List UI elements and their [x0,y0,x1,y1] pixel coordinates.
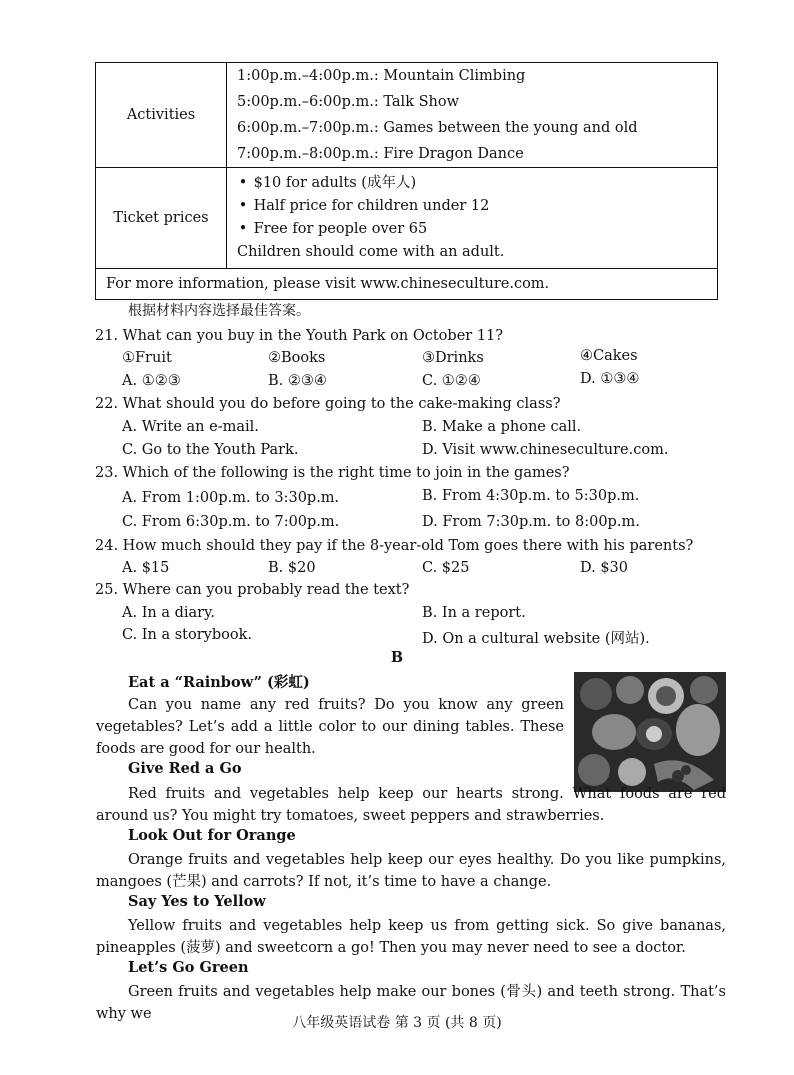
activity-item: 6:00p.m.–7:00p.m.: Games between the young and old [237,120,638,136]
question-22-option-c[interactable]: C. Go to the Youth Park. [122,442,299,458]
question-21-item: ④Cakes [580,348,638,364]
block-text-yellow [96,915,726,959]
block-text-orange [96,849,726,893]
more-info-row [96,269,718,300]
question-24: 24. How much should they pay if the 8-year-old Tom goes there with his parents? [95,538,694,554]
question-24-option-c[interactable]: C. $25 [422,560,470,576]
question-21-item: ③Drinks [422,350,484,366]
fruit-vegetables-image [574,672,726,792]
ticket-text: Half price for children under 12 [253,198,490,214]
block-text-green-content: Green fruits and vegetables help make our bones (骨头) and teeth strong. That’s why we [96,984,726,1022]
question-22-option-a[interactable]: A. Write an e-mail. [122,419,259,435]
ticket-prices-list [227,168,718,269]
question-23-option-c[interactable]: C. From 6:30p.m. to 7:00p.m. [122,514,340,530]
activity-item: 7:00p.m.–8:00p.m.: Fire Dragon Dance [237,146,524,162]
more-info-text: For more information, please visit www.chineseculture.com. [96,269,718,300]
page-footer: 八年级英语试卷 第 3 页 (共 8 页) [292,1015,502,1031]
question-24-option-b[interactable]: B. $20 [268,560,316,576]
question-23-option-a[interactable]: A. From 1:00p.m. to 3:30p.m. [122,490,340,506]
bullet-icon: • [238,221,248,237]
activities-list [227,63,718,168]
question-25-option-d[interactable]: D. On a cultural website (网站). [422,631,650,647]
question-22-option-d[interactable]: D. Visit www.chineseculture.com. [422,442,669,458]
bullet-icon: • [238,175,248,191]
question-21-option-a[interactable]: A. ①②③ [122,373,181,389]
passage-title: Eat a “Rainbow” (彩虹) [128,674,310,691]
block-text-red-content: Red fruits and vegetables help keep our hearts strong. What foods are red around us? You might try tomatoes, sweet peppers and strawberries. [96,786,726,824]
section-label: B [390,649,404,666]
question-24-option-a[interactable]: A. $15 [122,560,170,576]
activities-label: Activities [96,63,227,168]
question-25: 25. Where can you probably read the text? [95,582,410,598]
question-23: 23. Which of the following is the right time to join in the games? [95,465,570,481]
question-21-option-d[interactable]: D. ①③④ [580,371,640,387]
question-21-item: ①Fruit [122,350,172,366]
block-heading-green: Let’s Go Green [128,959,249,976]
question-21-option-c[interactable]: C. ①②④ [422,373,481,389]
ticket-text: Free for people over 65 [253,221,428,237]
block-heading-orange: Look Out for Orange [128,827,296,844]
ticket-prices-label: Ticket prices [96,168,227,269]
ticket-prices-row [96,168,718,269]
block-text-red [96,783,726,827]
activity-item: 1:00p.m.–4:00p.m.: Mountain Climbing [237,68,526,84]
ticket-note: Children should come with an adult. [237,244,505,260]
event-info-table [95,62,718,300]
question-23-option-b[interactable]: B. From 4:30p.m. to 5:30p.m. [422,488,640,504]
instruction: 根据材料内容选择最佳答案。 [128,303,310,319]
question-21: 21. What can you buy in the Youth Park on October 11? [95,328,504,344]
bullet-icon: • [238,198,248,214]
block-heading-red: Give Red a Go [128,760,242,777]
question-25-option-c[interactable]: C. In a storybook. [122,627,252,643]
question-21-option-b[interactable]: B. ②③④ [268,373,327,389]
block-text-yellow-content: Yellow fruits and vegetables help keep us from getting sick. So give bananas, pineapples (菠萝) and sweetcorn a go! Then you may never need to see a doctor. [96,918,726,956]
activities-row [96,63,718,168]
block-text-orange-content: Orange fruits and vegetables help keep our eyes healthy. Do you like pumpkins, mangoes (芒果) and carrots? If not, it’s time to have a change. [96,852,726,890]
question-25-option-b[interactable]: B. In a report. [422,605,526,621]
question-24-option-d[interactable]: D. $30 [580,560,629,576]
question-23-option-d[interactable]: D. From 7:30p.m. to 8:00p.m. [422,514,640,530]
passage-intro-text: Can you name any red fruits? Do you know any green vegetables? Let’s add a little color to our dining tables. These foods are good for our health. [96,697,564,757]
question-22-option-b[interactable]: B. Make a phone call. [422,419,582,435]
passage-intro [96,694,564,760]
ticket-text: $10 for adults (成年人) [253,175,417,191]
ticket-item [237,218,717,241]
question-21-item: ②Books [268,350,326,366]
question-25-option-a[interactable]: A. In a diary. [122,605,215,621]
activity-item: 5:00p.m.–6:00p.m.: Talk Show [237,94,460,110]
ticket-item [237,172,717,195]
ticket-item [237,195,717,218]
question-22: 22. What should you do before going to the cake-making class? [95,396,561,412]
block-heading-yellow: Say Yes to Yellow [128,893,266,910]
